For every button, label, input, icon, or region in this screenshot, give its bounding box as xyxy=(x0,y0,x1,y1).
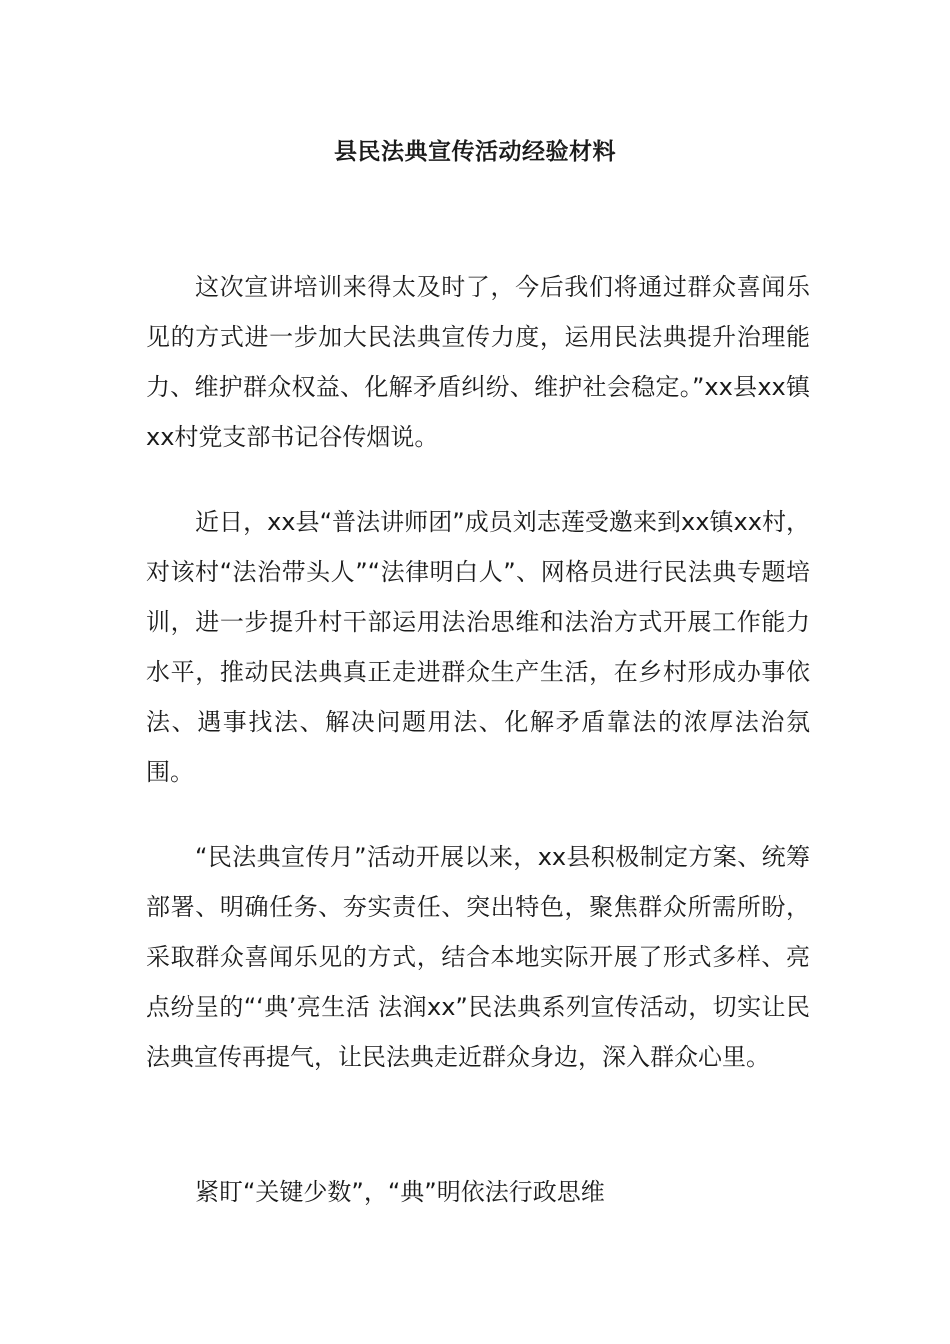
paragraph-training: 近日，xx县“普法讲师团”成员刘志莲受邀来到xx镇xx村，对该村“法治带头人”“法律明白人”、网格员进行民法典专题培训，进一步提升村干部运用法治思维和法治方式开展工作能力水平，推动民法典真正走进群众生产生活，在乡村形成办事依法、遇事找法、解决问题用法、化解矛盾靠法的浓厚法治氛围。 xyxy=(146,508,810,786)
paragraph-subheading: 紧盯“关键少数”，“典”明依法行政思维 xyxy=(195,1178,605,1206)
document-title: 县民法典宣传活动经验材料 xyxy=(334,139,616,165)
paragraph-quote: 这次宣讲培训来得太及时了，今后我们将通过群众喜闻乐见的方式进一步加大民法典宣传力度，运用民法典提升治理能力、维护群众权益、化解矛盾纠纷、维护社会稳定。”xx县xx镇xx村党支部书记谷传烟说。 xyxy=(146,273,810,451)
paragraph-campaign: “民法典宣传月”活动开展以来，xx县积极制定方案、统筹部署、明确任务、夯实责任、突出特色，聚焦群众所需所盼，采取群众喜闻乐见的方式，结合本地实际开展了形式多样、亮点纷呈的“‘典’亮生活 法润xx”民法典系列宣传活动，切实让民法典宣传再提气，让民法典走近群众身边，深入群众心里。 xyxy=(146,843,810,1071)
